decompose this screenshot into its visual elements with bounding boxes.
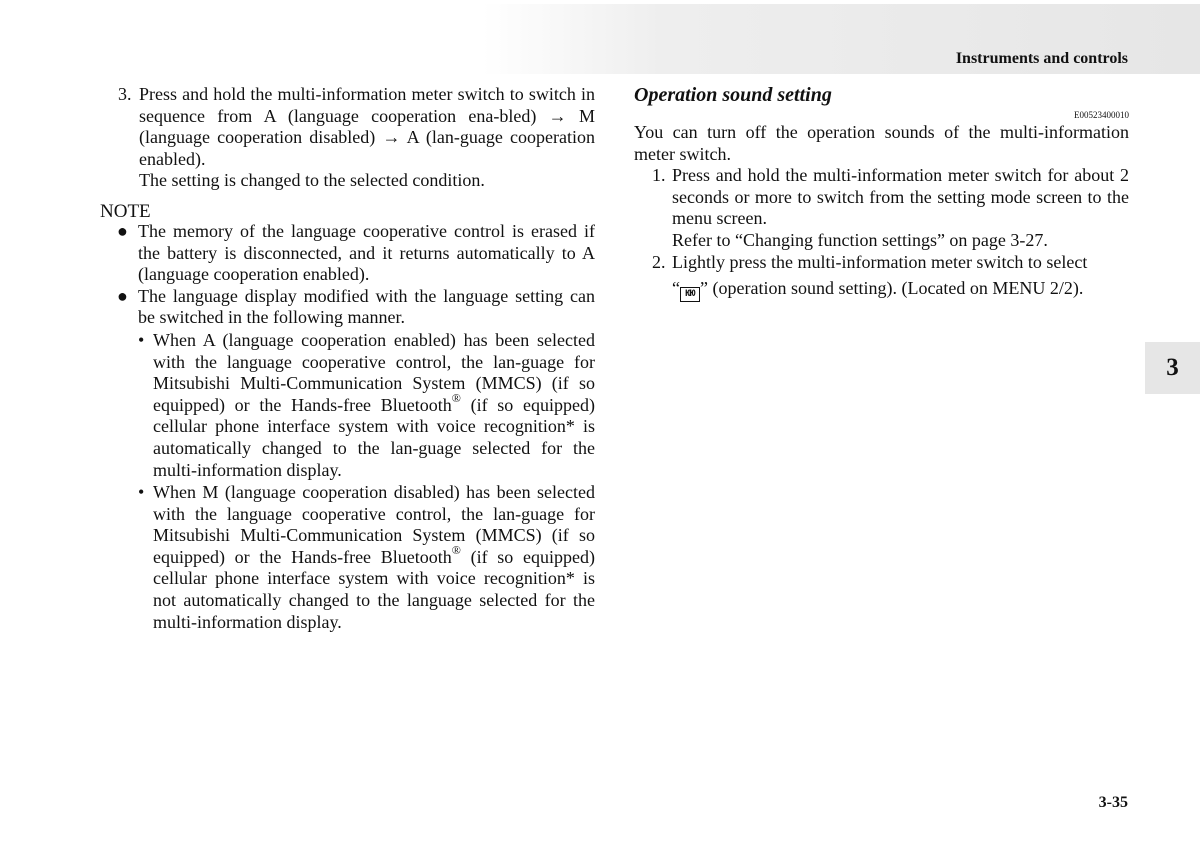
sub-item-text-part: (if so equipped) cellular phone interface system with voice recognition* is not automatically changed to the language selected for the multi-information display. bbox=[153, 546, 595, 632]
chapter-tab: 3 bbox=[1145, 342, 1200, 394]
sub-item-text bbox=[153, 482, 595, 633]
intro-text: You can turn off the operation sounds of the multi-information meter switch. bbox=[634, 122, 1129, 164]
sub-item-1 bbox=[100, 330, 595, 481]
note-item-2 bbox=[100, 286, 595, 329]
section-code: E00523400010 bbox=[1074, 110, 1129, 120]
page-number: 3-35 bbox=[1098, 794, 1128, 811]
sub-item-text-part: When A (language cooperation enabled) has been selected with the language cooperative control, the lan-guage for Mitsubishi Multi-Communication System (MMCS) (if so equipped) or the Hands-free Bluetooth bbox=[153, 329, 595, 415]
step-text-part: ” (operation sound setting). (Located on MENU 2/2). bbox=[700, 278, 1084, 299]
step-result: The setting is changed to the selected condition. bbox=[139, 170, 485, 191]
sub-bullet-icon: • bbox=[138, 482, 145, 503]
section-header-title: Instruments and controls bbox=[955, 50, 1128, 67]
registered-mark: ® bbox=[451, 542, 461, 557]
left-column bbox=[100, 84, 595, 633]
bullet-icon: ● bbox=[117, 285, 128, 306]
step-number: 2. bbox=[652, 251, 666, 272]
section-title: Operation sound setting bbox=[634, 84, 832, 106]
step-3 bbox=[100, 84, 595, 192]
sub-item-2 bbox=[100, 482, 595, 633]
note-item-1 bbox=[100, 221, 595, 286]
registered-mark: ® bbox=[451, 390, 461, 405]
note-item-text: The memory of the language cooperative control is erased if the battery is disconnected, and it returns automatically to A (language cooperation enabled). bbox=[138, 220, 595, 285]
right-column bbox=[634, 84, 1129, 302]
quote-mark: “ bbox=[672, 278, 680, 299]
sub-item-text-part: (if so equipped) cellular phone interface system with voice recognition* is automatically changed to the lan-guage selected for the multi-information display. bbox=[153, 394, 595, 480]
step-text: Lightly press the multi-information meter switch to select bbox=[672, 251, 1088, 272]
note-item-text: The language display modified with the language setting can be switched in the following manner. bbox=[138, 285, 595, 328]
step-text: Press and hold the multi-information meter switch for about 2 seconds or more to switch from the setting mode screen to the menu screen. bbox=[672, 165, 1129, 229]
step-number: 3. bbox=[118, 84, 132, 104]
operation-sound-setting-icon: ЮЮ bbox=[680, 287, 700, 302]
note-label: NOTE bbox=[100, 200, 151, 222]
step-body bbox=[139, 84, 595, 192]
step-1 bbox=[634, 165, 1129, 251]
step-text: Press and hold the multi-information meter switch to switch in sequence from A (language cooperation ena-bled) → M (language cooperation disabled) → A (lan-guage cooperation enabled). bbox=[139, 84, 595, 169]
sub-item-text-part: When M (language cooperation disabled) has been selected with the language cooperative control, the lan-guage for Mitsubishi Multi-Communication System (MMCS) (if so equipped) or the Hands-free Bluetooth bbox=[153, 482, 595, 567]
sub-item-text bbox=[153, 330, 595, 481]
step-body bbox=[672, 165, 1129, 251]
step-body bbox=[672, 252, 1129, 303]
sub-bullet-icon: • bbox=[138, 329, 145, 350]
bullet-icon: ● bbox=[117, 220, 128, 241]
step-2 bbox=[634, 252, 1129, 303]
step-text-cont bbox=[672, 278, 1129, 302]
step-number: 1. bbox=[652, 165, 666, 186]
step-reference: Refer to “Changing function settings” on page 3-27. bbox=[672, 229, 1048, 250]
